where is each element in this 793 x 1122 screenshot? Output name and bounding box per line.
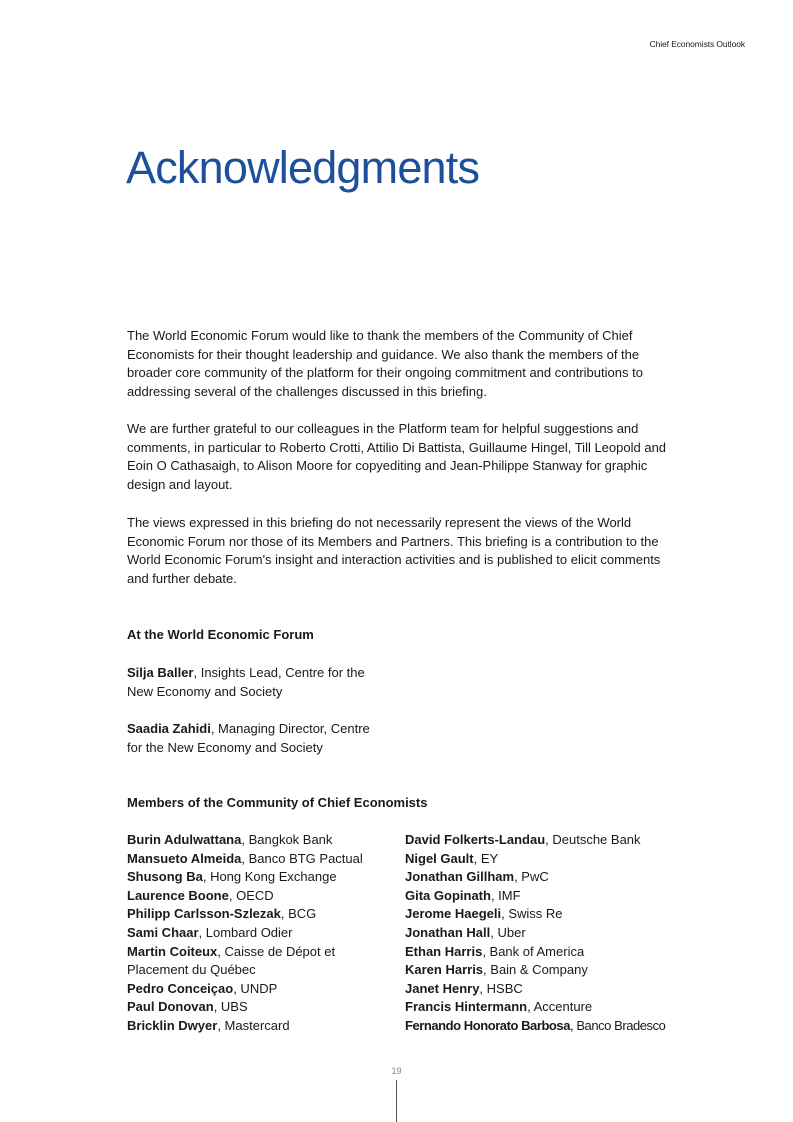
member-org: , Uber — [490, 924, 526, 940]
member-org: , IMF — [490, 887, 521, 903]
member-org: , HSBC — [479, 980, 523, 996]
wef-person — [127, 719, 387, 757]
member-org: , Accenture — [527, 999, 593, 1015]
member-item — [127, 943, 389, 980]
page-title: Acknowledgments — [126, 142, 480, 193]
member-org: , PwC — [514, 869, 549, 885]
member-org: , Caisse de Dépot et Placement du Québec — [127, 943, 336, 978]
disclaimer-paragraph: The views expressed in this briefing do not necessarily represent the views of the World Economic Forum nor those of its Members and Partners. This briefing is a contribution to the World Economic Forum's insight and interaction activities and is published to elicit comments and further debate. — [127, 515, 661, 587]
member-name: Bricklin Dwyer — [127, 1017, 218, 1033]
member-item — [405, 831, 695, 850]
member-name: Nigel Gault — [405, 850, 474, 866]
member-name: David Folkerts-Landau — [405, 832, 546, 847]
page-number: 19 — [391, 1066, 402, 1076]
member-name: Pedro Conceiçao — [127, 980, 234, 996]
footer-divider — [396, 1080, 397, 1122]
member-item — [127, 850, 389, 869]
member-org: , Banco BTG Pactual — [241, 850, 363, 866]
member-item — [405, 1017, 695, 1036]
member-name: Shusong Ba — [127, 869, 203, 885]
member-name: Janet Henry — [405, 980, 480, 996]
member-org: , Bank of America — [482, 943, 585, 959]
member-name: Jonathan Gillham — [405, 869, 515, 885]
member-name: Fernando Honorato Barbosa — [405, 1017, 570, 1033]
member-name: Paul Donovan — [127, 999, 214, 1015]
member-item — [127, 831, 389, 850]
person-role: , Insights Lead, Centre for the New Economy and Society — [127, 665, 365, 699]
person-role: , Managing Director, Centre for the New Economy and Society — [127, 721, 370, 755]
wef-section-heading: At the World Economic Forum — [127, 627, 314, 642]
member-item — [405, 887, 695, 906]
member-org: , Bangkok Bank — [241, 832, 333, 847]
member-org: , UNDP — [233, 980, 278, 996]
member-item — [127, 980, 389, 999]
member-item — [405, 905, 695, 924]
members-list-right — [405, 831, 695, 1036]
person-name: Saadia Zahidi — [127, 721, 211, 736]
member-item — [405, 924, 695, 943]
intro-paragraph: The World Economic Forum would like to thank the members of the Community of Chief Economists for their thought leadership and guidance. We also thank the members of the broader core community of the platform for their ongoing commitment and contributions to addressing several of the challenges discussed in this briefing. — [127, 328, 643, 400]
member-org: , OECD — [228, 887, 274, 903]
member-item — [405, 868, 695, 887]
thanks-paragraph: We are further grateful to our colleagues in the Platform team for helpful suggestions and comments, in particular to Roberto Crotti, Attilio Di Battista, Guillaume Hingel, Till Leopold and Eoin O Cathasaigh, to Alison Moore for copyediting and Jean-Philippe Stanway for graphic design and layout. — [127, 421, 667, 493]
member-item — [405, 998, 695, 1017]
member-name: Karen Harris — [405, 962, 484, 978]
member-org: , EY — [473, 850, 499, 866]
member-name: Jerome Haegeli — [405, 906, 502, 922]
member-item — [405, 980, 695, 999]
person-name: Silja Baller — [127, 665, 194, 680]
member-item — [405, 850, 695, 869]
member-name: Philipp Carlsson-Szlezak — [127, 906, 281, 922]
member-item — [405, 961, 695, 980]
member-org: , Hong Kong Exchange — [202, 869, 337, 885]
community-section-heading: Members of the Community of Chief Economists — [127, 795, 428, 810]
member-org: , Bain & Company — [483, 962, 588, 978]
member-name: Ethan Harris — [405, 943, 483, 959]
member-org: , UBS — [213, 999, 248, 1015]
member-name: Gita Gopinath — [405, 887, 491, 903]
member-item — [127, 924, 389, 943]
member-item — [127, 998, 389, 1017]
member-org: , Swiss Re — [501, 906, 563, 922]
member-name: Francis Hintermann — [405, 999, 528, 1015]
member-name: Jonathan Hall — [405, 924, 491, 940]
member-org: , BCG — [280, 906, 317, 922]
member-org: , Deutsche Bank — [545, 832, 641, 847]
member-item — [127, 1017, 389, 1036]
member-org: , Mastercard — [217, 1017, 290, 1033]
member-name: Martin Coiteux — [127, 943, 218, 959]
member-org: , Lombard Odier — [198, 924, 293, 940]
member-org: , Banco Bradesco — [570, 1017, 666, 1033]
wef-person — [127, 663, 387, 701]
member-item — [405, 943, 695, 962]
member-name: Mansueto Almeida — [127, 850, 242, 866]
members-list-left — [127, 831, 389, 1036]
member-name: Laurence Boone — [127, 887, 229, 903]
member-name: Burin Adulwattana — [127, 832, 242, 847]
member-item — [127, 887, 389, 906]
member-name: Sami Chaar — [127, 924, 199, 940]
running-header: Chief Economists Outlook — [649, 39, 745, 49]
member-item — [127, 905, 389, 924]
member-item — [127, 868, 389, 887]
